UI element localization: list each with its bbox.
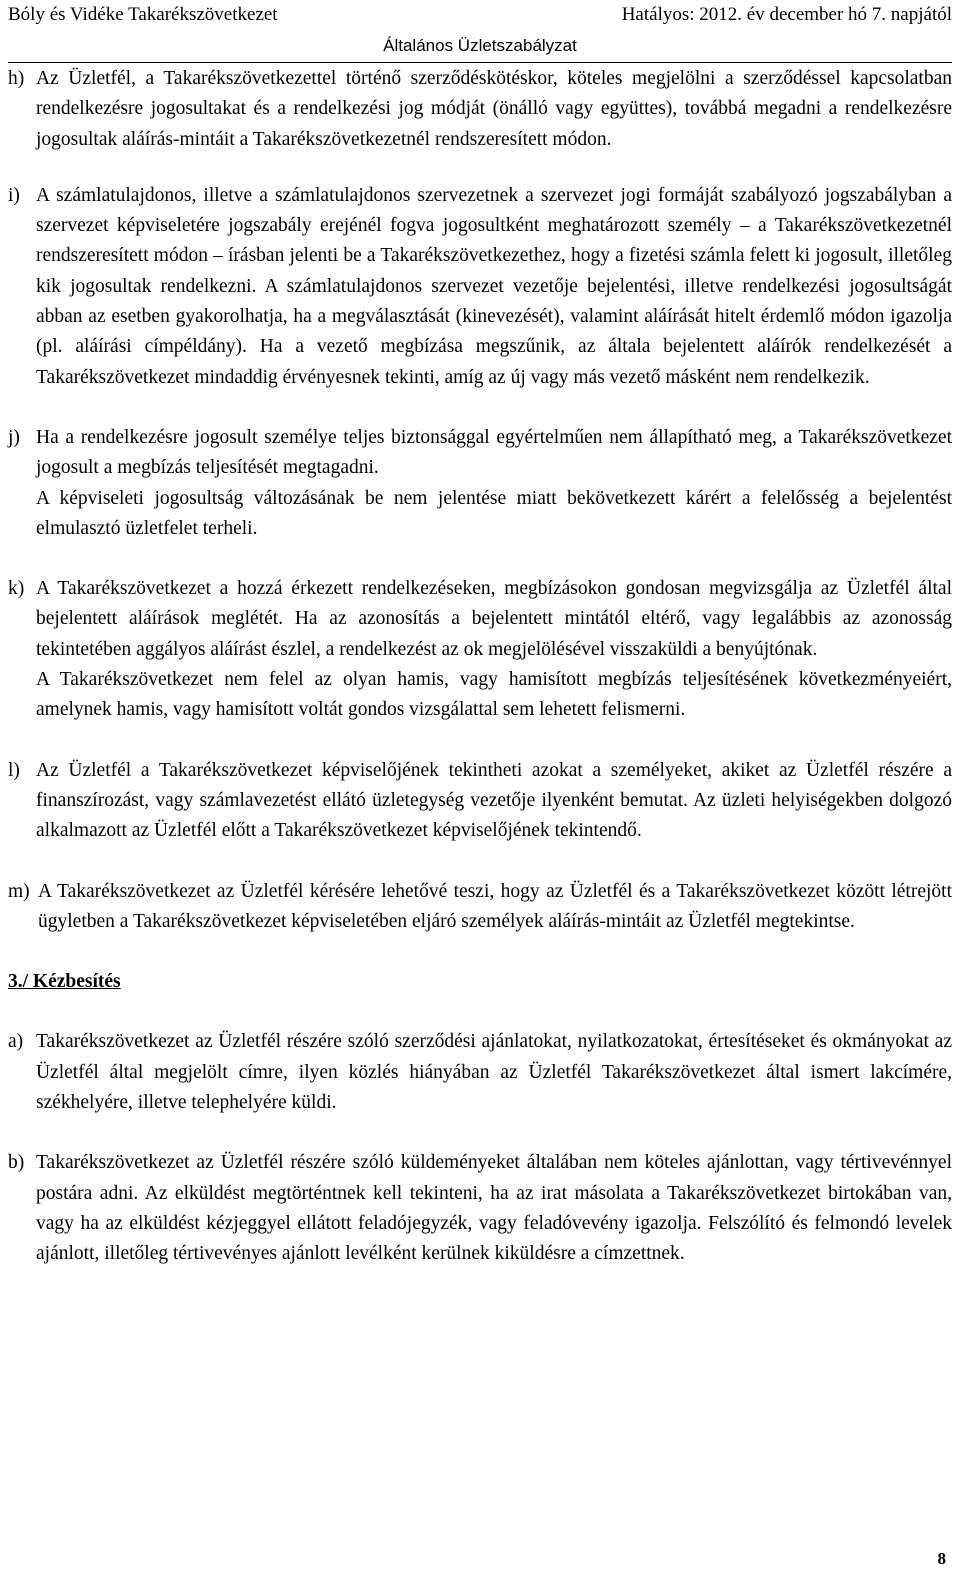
clause-k (8, 574, 952, 725)
header-institution: Bóly és Vidéke Takarékszövetkezet (8, 4, 278, 25)
clause-text: Az Üzletfél, a Takarékszövetkezettel történő szerződéskötéskor, köteles megjelölni a szerződéssel kapcsolatban rendelkezésre jogosultakat és a rendelkezési jog módját (önálló vagy együttes), továbbá megadni a rendelkezésre jogosultak aláírás-mintáit a Takarékszövetkezetnél rendszeresített módon. (36, 68, 952, 150)
clause-label: k) (8, 578, 25, 600)
page-header (8, 0, 952, 63)
clause-text: Ha a rendelkezésre jogosult személye teljes biztonsággal egyértelműen nem állapítható meg, a Takarékszövetkezet jogosult a megbízás teljesítését megtagadni. (36, 426, 952, 479)
header-document-title: Általános Üzletszabályzat (383, 36, 577, 55)
clause-text: Az Üzletfél a Takarékszövetkezet képviselőjének tekintheti azokat a személyeket, akiket az Üzletfél részére a finanszírozást, vagy számlavezetést ellátó üzletegység vezetője ilyenként bemutat. Az üzleti helyiségekben dolgozó alkalmazott az Üzletfél előtt a Takarékszövetkezet képviselőjének tekintendő. (36, 759, 952, 842)
clause-label: i) (8, 184, 20, 206)
clause-text-2: A képviseleti jogosultság változásának be nem jelentése miatt bekövetkezett kárért a felelősség a bejelentést elmulasztó üzletfelet terheli. (36, 487, 952, 539)
clause-l (8, 756, 952, 847)
clause-label: m) (8, 880, 30, 902)
clause-j (8, 423, 952, 544)
clause-label: a) (8, 1031, 24, 1053)
clause-text: Takarékszövetkezet az Üzletfél részére szóló küldeményeket általában nem köteles ajánlottan, vagy tértivevénnyel postára adni. Az elküldést megtörténtnek kell tekinteni, ha az irat másolata a Takarékszövetkezet birtokában van, vagy ha az elküldést kézjeggyel ellátott feladójegyzék, vagy feladóvevény igazolja. Felszólító és felmondó levelek ajánlott, illetőleg tértivevényes ajánlott levélként kerülnek kiküldésre a címzettnek. (36, 1152, 952, 1265)
clause-text: Takarékszövetkezet az Üzletfél részére szóló szerződési ajánlatokat, nyilatkozatokat, értesítéseket és okmányokat az Üzletfél által megjelölt címre, ilyen közlés hiányában az Üzletfél Takarékszövetkezet által ismert lakcímére, székhelyére, illetve telephelyére küldi. (36, 1031, 952, 1114)
clause-text: A Takarékszövetkezet az Üzletfél kérésére lehetővé teszi, hogy az Üzletfél és a Takarékszövetkezet között létrejött ügyletben a Takarékszövetkezet képviseletében eljáró személyek aláírás-mintáit az Üzletfél megtekintse. (38, 880, 952, 932)
clause-text-2: A Takarékszövetkezet nem felel az olyan hamis, vagy hamisított megbízás teljesítésének következményeiért, amelynek hamis, vagy hamisított voltát gondos vizsgálattal sem lehetett felismerni. (36, 669, 952, 721)
page-number: 8 (937, 1549, 946, 1568)
clause-h (8, 64, 952, 155)
delivery-clause-a (8, 1027, 952, 1118)
clause-label: b) (8, 1152, 25, 1174)
clause-m (8, 877, 952, 938)
clause-label: h) (8, 68, 25, 89)
section-heading: 3./ Kézbesítés (8, 971, 121, 993)
clause-label: j) (8, 426, 20, 448)
clause-text: A számlatulajdonos, illetve a számlatulajdonos szervezetnek a szervezet jogi formáját szabályozó jogszabályban a szervezet képviseletére jogszabály erejénél fogva jogosultként meghatározott személy – a Takarékszövetkezetnél rendszeresített módon – írásban jelenti be a Takarékszövetkezethez, hogy a fizetési számla felett ki jogosult, illetőleg kik jogosultak rendelkezni. A számlatulajdonos szervezet vezetője bejelentési, illetve rendelkezési jogosultságát abban az esetben gyakorolhatja, ha a megválasztását (kinevezését), valamint aláírását hitelt érdemlő módon igazolja (pl. aláírási címpéldány). Ha a vezető megbízása megszűnik, az általa bejelentett aláírók rendelkezését a Takarékszövetkezet mindaddig érvényesnek tekinti, amíg az új vagy más vezető másként nem rendelkezik. (36, 184, 952, 388)
clause-label: l) (8, 759, 20, 781)
clause-i (8, 181, 952, 393)
clause-text: A Takarékszövetkezet a hozzá érkezett rendelkezéseken, megbízásokon gondosan megvizsgálja az Üzletfél által bejelentett aláírások meglétét. Ha az azonosítás a bejelentett mintától eltérő, vagy legalábbis az azonosság tekintetében aggályos aláírást észlel, a rendelkezést az ok megjelölésével visszaküldi a benyújtónak. (36, 578, 952, 660)
header-effective-date: Hatályos: 2012. év december hó 7. napjától (621, 4, 952, 25)
delivery-clause-b (8, 1148, 952, 1269)
document-body (8, 64, 952, 1270)
